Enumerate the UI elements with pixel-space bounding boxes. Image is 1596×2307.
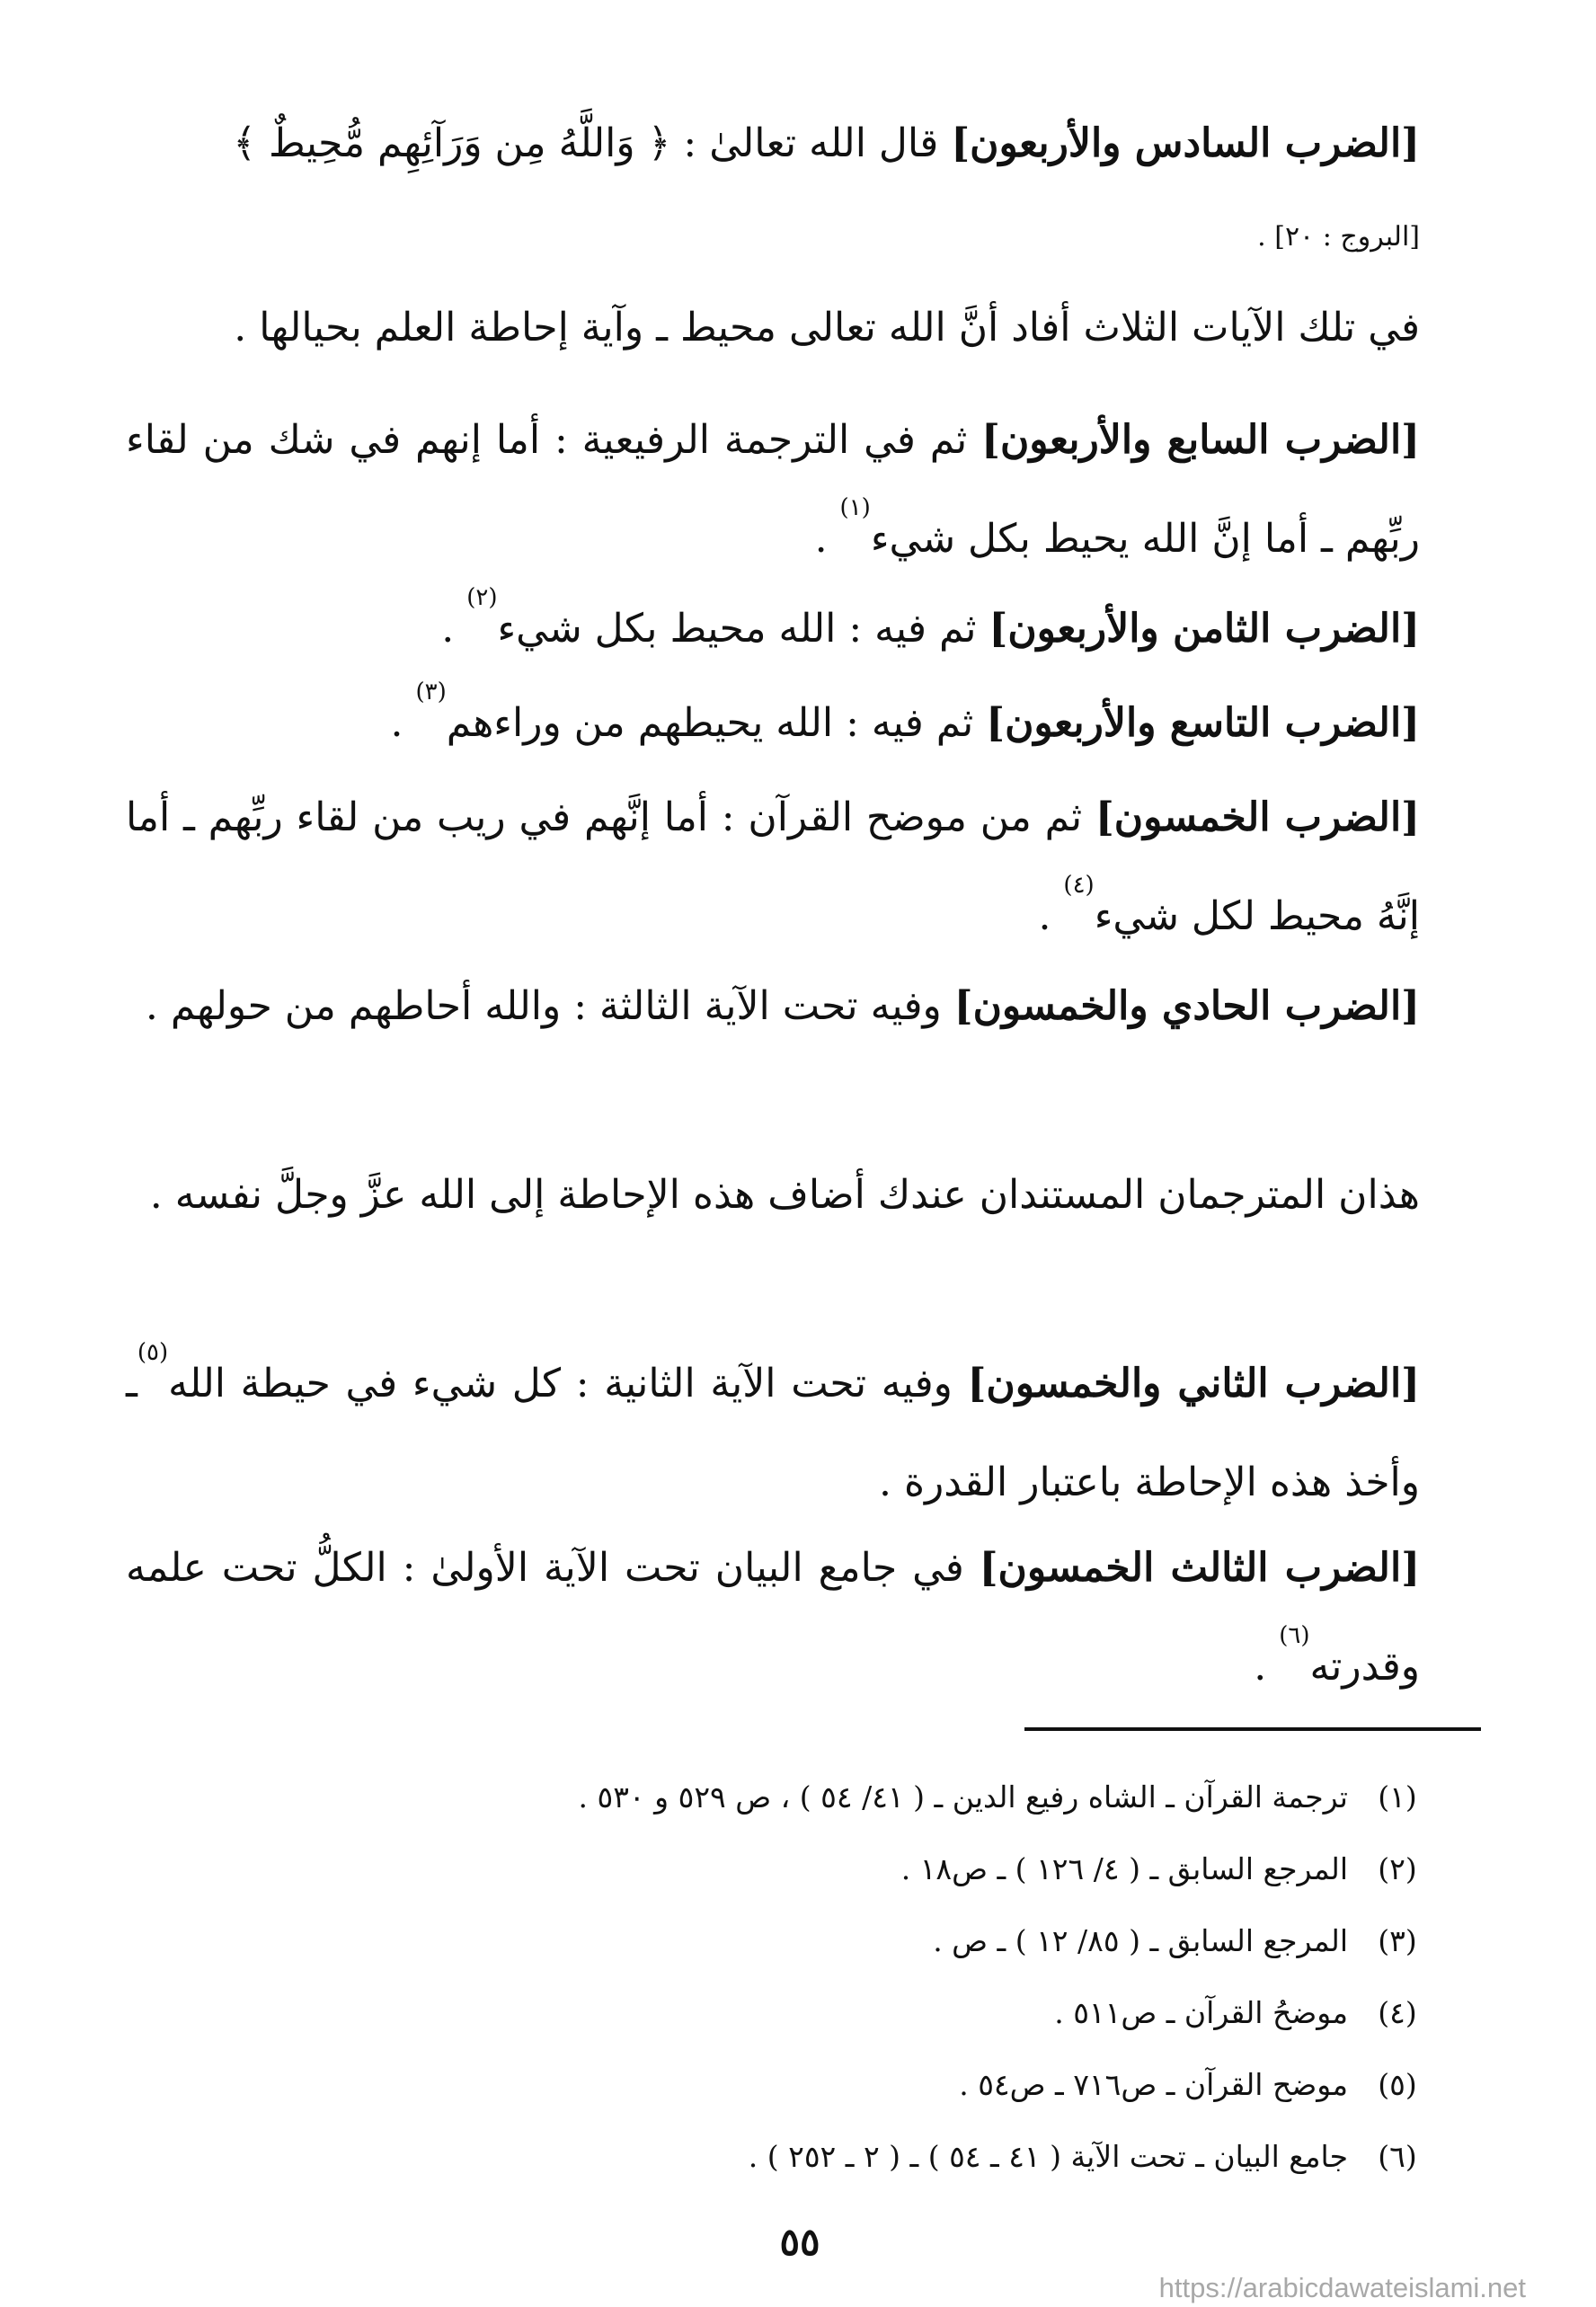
footnote-ref: (١) — [839, 494, 871, 521]
paragraph-50 — [126, 768, 1420, 966]
footnote-ref: (٤) — [1063, 872, 1095, 899]
footnote-divider — [1024, 1727, 1481, 1731]
paragraph-body: ثم في الترجمة الرفيعية : أما إنهم في شك من لقاء ربِّهم ـ أما إنَّ الله يحيط بكل شيء — [126, 417, 1420, 562]
paragraph-commentary — [126, 1146, 1420, 1245]
footnote-ref: (٢) — [466, 584, 498, 611]
paragraph-body: في جامع البيان تحت الآية الأولىٰ : الكلُّ تحت علمه وقدرته — [126, 1545, 1420, 1690]
paragraph-tail: . — [1254, 1644, 1280, 1690]
paragraph-body: ثم فيه : الله يحيطهم من وراءهم — [446, 700, 987, 746]
footnote-item — [126, 1833, 1447, 1905]
footnote-number: (٣) — [1378, 1923, 1417, 1958]
paragraph-tail: . — [390, 700, 416, 746]
footnote-text: جامع البيان ـ تحت الآية ( ٤١ ـ ٥٤ ) ـ ( ٢ ـ ٢٥٢ ) . — [748, 2139, 1348, 2174]
paragraph-tail: . — [814, 516, 840, 562]
footnote-item — [126, 2121, 1447, 2193]
paragraph-53 — [126, 1519, 1420, 1717]
footnote-text: المرجع السابق ـ ( ٤/ ١٢٦ ) ـ ص١٨ . — [900, 1851, 1348, 1886]
footnotes-list — [126, 1761, 1447, 2193]
paragraph-heading: [الضرب التاسع والأربعون] — [986, 700, 1420, 746]
paragraph-heading: [الضرب الخمسون] — [1095, 794, 1420, 840]
paragraph-body: ثم من موضح القرآن : أما إنَّهم في ريب من لقاء ربِّهم ـ أما إنَّهُ محيط لكل شيء — [126, 794, 1420, 939]
footnote-text: المرجع السابق ـ ( ٨٥/ ١٢ ) ـ ص . — [933, 1923, 1348, 1958]
paragraph-tail: . — [441, 606, 467, 652]
paragraph-tail: . — [1038, 893, 1064, 939]
page-number: ٥٥ — [779, 2220, 820, 2264]
paragraph-47 — [126, 391, 1420, 589]
paragraph-body: هذان المترجمان المستندان عندك أضاف هذه الإحاطة إلى الله عزَّ وجلَّ نفسه . — [149, 1172, 1420, 1218]
footnote-number: (٢) — [1378, 1851, 1417, 1886]
paragraph-51 — [126, 957, 1420, 1056]
paragraph-tail: ـ وأخذ هذه الإحاطة باعتبار القدرة . — [126, 1361, 1420, 1505]
paragraph-body: قال الله تعالىٰ : ﴿ وَاللَّهُ مِن وَرَآئِهِم مُّحِيطٌ ﴾ — [233, 120, 952, 166]
footnote-ref: (٦) — [1279, 1622, 1310, 1649]
paragraph-heading: [الضرب الثاني والخمسون] — [967, 1361, 1420, 1406]
footnote-number: (٦) — [1378, 2139, 1417, 2174]
paragraph-summary — [126, 279, 1420, 377]
quran-citation: [البروج : ٢٠] . — [1257, 221, 1420, 253]
footnote-text: موضح القرآن ـ ص٧١٦ ـ ص٥٤ . — [959, 2067, 1348, 2102]
paragraph-heading: [الضرب الثالث الخمسون] — [979, 1545, 1421, 1591]
paragraph-heading: [الضرب الثامن والأربعون] — [989, 606, 1420, 652]
paragraph-46 — [126, 94, 1420, 193]
footnote-number: (٥) — [1378, 2067, 1417, 2102]
watermark-url: https://arabicdawateislami.net — [1158, 2272, 1526, 2303]
footnote-text: ترجمة القرآن ـ الشاه رفيع الدين ـ ( ٤١/ ٥٤ ) ، ص ٥٢٩ و ٥٣٠ . — [578, 1779, 1348, 1815]
paragraph-heading: [الضرب الحادي والخمسون] — [953, 983, 1420, 1029]
paragraph-52 — [126, 1335, 1420, 1532]
footnote-item — [126, 1977, 1447, 2049]
paragraph-heading: [الضرب السابع والأربعون] — [981, 417, 1420, 463]
paragraph-body: وفيه تحت الآية الثانية : كل شيء في حيطة الله — [168, 1361, 968, 1406]
footnote-item — [126, 1761, 1447, 1833]
footnote-number: (٤) — [1378, 1995, 1417, 2030]
paragraph-body: في تلك الآيات الثلاث أفاد أنَّ الله تعالى محيط ـ وآية إحاطة العلم بحيالها . — [234, 305, 1420, 350]
footnote-ref: (٣) — [415, 679, 447, 705]
footnote-text: موضحُ القرآن ـ ص٥١١ . — [1054, 1995, 1348, 2030]
footnote-number: (١) — [1378, 1779, 1417, 1815]
paragraph-body: وفيه تحت الآية الثالثة : والله أحاطهم من حولهم . — [145, 983, 954, 1029]
footnote-item — [126, 1905, 1447, 1977]
footnote-ref: (٥) — [137, 1339, 169, 1366]
footnote-item — [126, 2049, 1447, 2121]
paragraph-49 — [126, 674, 1420, 773]
paragraph-48 — [126, 580, 1420, 679]
paragraph-heading: [الضرب السادس والأربعون] — [951, 120, 1420, 166]
paragraph-body: ثم فيه : الله محيط بكل شيء — [497, 606, 989, 652]
